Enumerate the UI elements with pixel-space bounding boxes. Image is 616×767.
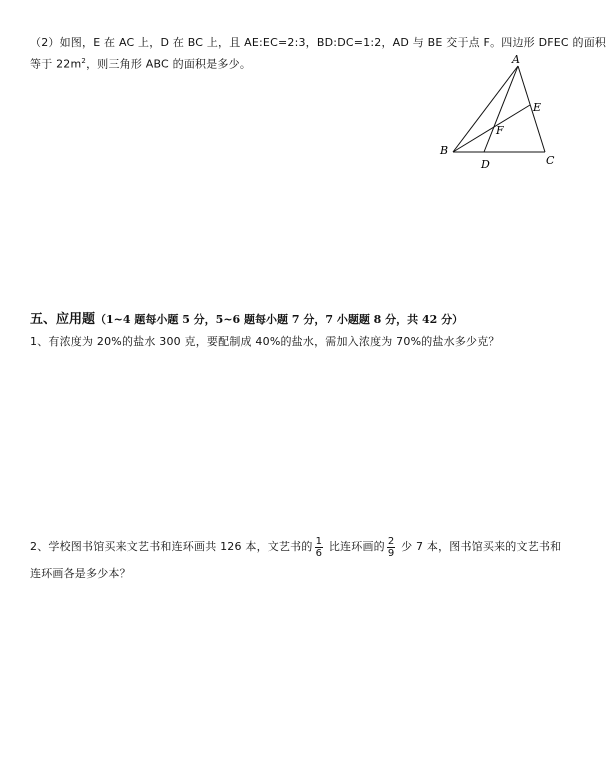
label-b: B (440, 144, 449, 157)
fraction-2-numerator: 2 (387, 535, 395, 547)
fraction-1-numerator: 1 (315, 535, 323, 547)
label-d: D (481, 158, 490, 171)
app-question-1 (30, 332, 500, 352)
app-question-2-part1: 2、学校图书馆买来文艺书和连环画共 126 本，文艺书的 (30, 540, 313, 553)
label-e: E (533, 101, 542, 114)
app-question-2-line1 (30, 533, 561, 561)
problem-2-exponent: 2 (81, 57, 87, 65)
segment-ad (484, 66, 518, 152)
problem-2-text-pre: 等于 22m (30, 57, 82, 71)
fraction-two-ninths (387, 536, 396, 559)
label-f: F (496, 124, 504, 137)
fraction-1-denominator: 6 (315, 547, 323, 559)
app-question-2-text-line2: 连环画各是多少本？ (30, 567, 131, 580)
app-question-1-text: 1、有浓度为 20%的盐水 300 克，要配制成 40%的盐水，需加入浓度为 70%的盐水多少克？ (30, 335, 500, 348)
problem-2-text-line1: （2）如图，E 在 AC 上，D 在 BC 上，且 AE:EC=2:3，BD:DC=1:2，AD 与 BE 交于点 F。四边形 DFEC 的面积 (30, 36, 607, 49)
app-question-2-line2 (30, 564, 131, 584)
section-5-heading (30, 308, 463, 327)
app-question-2-part3: 少 7 本，图书馆买来的文艺书和 (397, 540, 562, 553)
side-ab (453, 66, 518, 152)
fraction-2-denominator: 9 (387, 547, 395, 559)
app-question-2-part2: 比连环画的 (325, 540, 385, 553)
section-5-subtitle: （1~4 题每小题 5 分，5~6 题每小题 7 分，7 小题题 8 分，共 42 分） (95, 313, 464, 326)
triangle-figure (0, 0, 616, 200)
segment-be (453, 105, 530, 152)
fraction-one-sixth (315, 536, 324, 559)
label-a: A (512, 53, 520, 66)
section-5-title: 五、应用题 (30, 312, 96, 327)
problem-2-text-post: ，则三角形 ABC 的面积是多少。 (86, 57, 252, 71)
label-c: C (546, 154, 555, 167)
